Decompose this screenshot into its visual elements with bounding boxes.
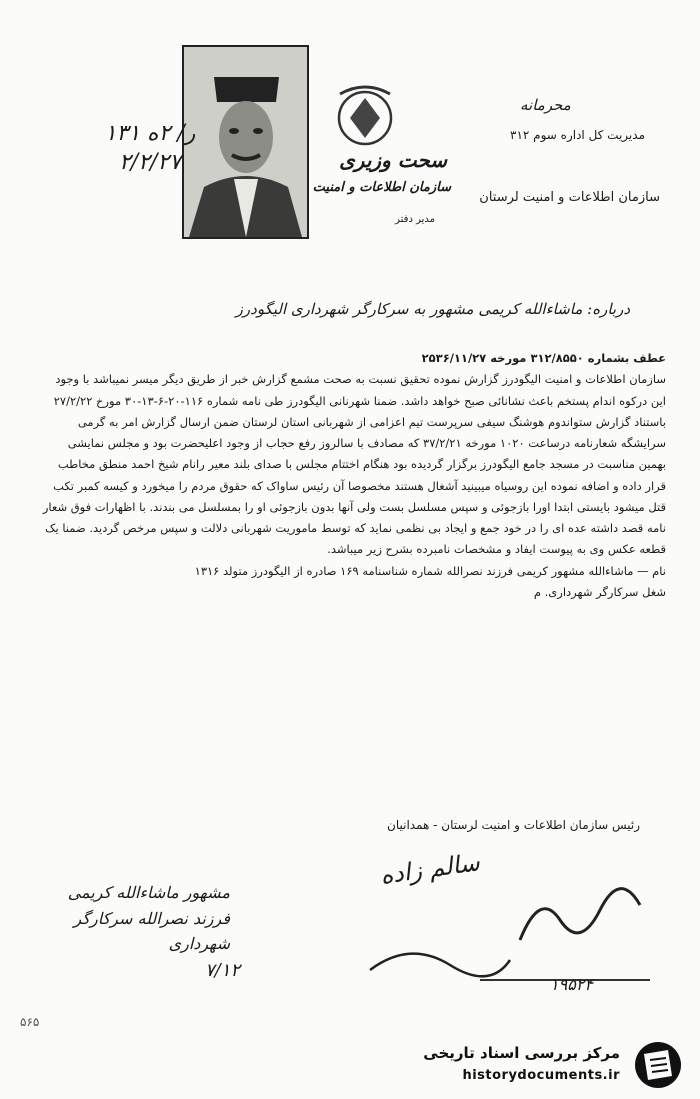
note-line-1: مشهور ماشاءالله کریمی bbox=[67, 883, 230, 902]
handwritten-reference bbox=[90, 120, 210, 177]
official-seal bbox=[310, 80, 455, 240]
body-paragraph-reference: عطف بشماره ۳۱۲/۸۵۵۰ مورخه ۲۵۳۶/۱۱/۲۷ bbox=[421, 351, 666, 365]
signatory-title: رئیس سازمان اطلاعات و امنیت لرستان - همدانیان bbox=[387, 818, 640, 832]
reference-line-1: ۱۳۱ ر/ ۲ه bbox=[104, 121, 196, 146]
seal-sub: مدیر دفتر bbox=[395, 214, 435, 225]
stamp-number: ۱۹۵۲۴ bbox=[550, 975, 593, 994]
organization-name: سازمان اطلاعات و امنیت لرستان bbox=[479, 190, 660, 205]
classification-handwritten: محرمانه bbox=[520, 96, 571, 114]
footer-url[interactable]: historydocuments.ir bbox=[462, 1068, 620, 1083]
handwritten-ref-number: ۷/۱۲ bbox=[205, 960, 241, 981]
seal-label: سحت وزیری bbox=[339, 148, 447, 172]
archive-logo-icon bbox=[630, 1040, 686, 1090]
subject-line: درباره: ماشاءالله کریمی مشهور به سرکارگر شهرداری الیگودرز bbox=[235, 300, 630, 318]
signature-scribbles bbox=[350, 880, 670, 1000]
reference-line-2: ۲/۲/۲۷ bbox=[118, 149, 182, 175]
body-paragraph-main: سازمان اطلاعات و امنیت الیگودرز گزارش نموده تحقیق نسبت به صحت مشمع گزارش خبر از طریق دیگر میسر نمیباشد با وجود این درکوه اندام پستخم باعث نشانائی صبح خواهد داشد. ضمنا شهرنانی الیگودرز طی نامه شماره ۱۱۶-۲۰-۶-۱۳-۳۰ مورخ ۲۷/۲/۲۲ باستناد گزارش ستواندوم هوشنگ سیفی سرپرست تیم اعزامی از شهربانی استان لرستان ضمن ارسال گزارش امر به گرمی سرایشگه شعارنامه درساعت ۱۰۲۰ مورخه ۳۷/۲/۲۱ که مصادف با سالروز رفع حجاب از وجود اعلیحضرت بود و مجلس نمایشی بهمین مناسبت در مسجد جامع الیگودرز برگزار گردیده بود هنگام اختتام مجلس با صدای بلند معیر رانام شیخ احمد منطق مخاطب قرار داده و اضافه نموده این روسیاه میبینید آشغال هستند مخصوصا آن رئیس ساواک که حقوق مردم را میخورد و کیسه کمبر تکب قتل میشود بایستی ابتدا اورا بازجوئی و سپس مسلسل بست ولی آنها بدون بازجوئی او را بمسلسل می بندند. با اظهارات فوق شعار نامه قصد داشته عده ای را در خود جمع و ایجاد بی نظمی نماید که توسط ماموریت شهربانی دلالت و سپس مرخص گردید. ضمنا یک قطعه عکس وی به پیوست ایفاد و مشخصات نامبرده بشرح زیر میباشد. bbox=[42, 372, 666, 557]
signature-handwritten: سالم زاده bbox=[378, 848, 482, 890]
note-line-2: فرزند نصرالله سرکارگر شهرداری bbox=[73, 908, 230, 954]
handwritten-note bbox=[20, 880, 230, 957]
page-number: ۵۶۵ bbox=[20, 1015, 40, 1029]
body-paragraph-job: شغل سرکارگر شهرداری. م bbox=[533, 584, 666, 599]
footer-watermark bbox=[410, 1038, 690, 1092]
footer-title: مرکز بررسی اسناد تاریخی bbox=[423, 1044, 620, 1062]
body-paragraph-name: نام — ماشاءالله مشهور کریمی فرزند نصرالله شماره شناسنامه ۱۶۹ صادره از الیگودرز متولد ۱۳۱۶ bbox=[194, 563, 666, 578]
letter-body bbox=[40, 348, 666, 603]
issuing-office-line: مدیریت کل اداره سوم ۳۱۲ bbox=[510, 128, 645, 142]
seal-org: سازمان اطلاعات و امنیت bbox=[312, 180, 451, 195]
